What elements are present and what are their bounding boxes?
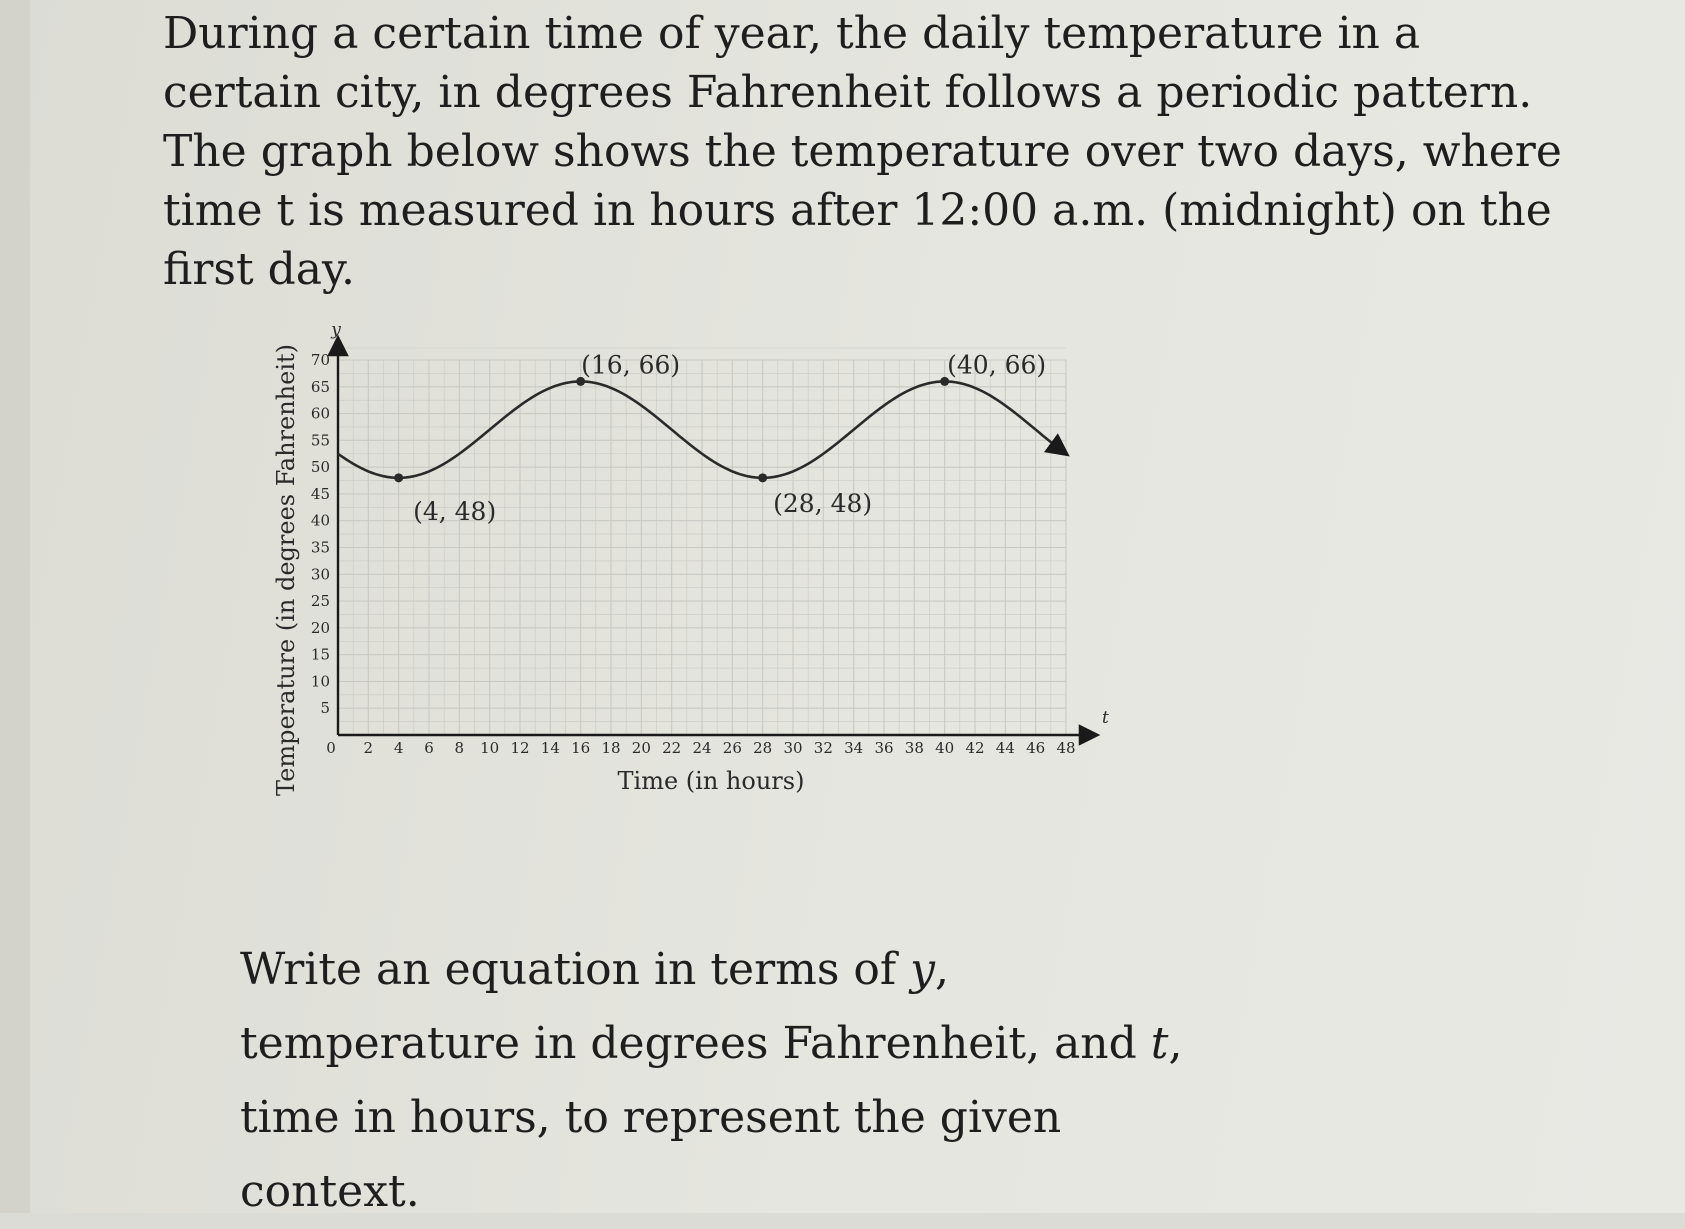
x-tick-label: 40 (935, 739, 955, 757)
y-tick-label: 40 (310, 511, 330, 530)
y-tick-label: 55 (310, 431, 330, 450)
prompt-var-y: y (910, 944, 936, 995)
data-point-label: (28, 48) (773, 488, 873, 518)
x-tick-label: 10 (480, 739, 500, 757)
x-tick-label: 28 (753, 739, 773, 757)
prompt-part-1: Write an equation in terms of (240, 944, 911, 995)
x-tick-label: 18 (601, 739, 621, 757)
x-axis-variable: t (1102, 708, 1109, 728)
prompt-var-t: t (1150, 1018, 1169, 1069)
page-margin (0, 0, 30, 1213)
y-tick-label: 45 (310, 484, 330, 503)
x-tick-label: 42 (965, 739, 985, 757)
y-tick-label: 10 (310, 672, 330, 691)
y-tick-label: 30 (310, 565, 330, 584)
x-axis-title: Time (in hours) (617, 767, 805, 795)
y-tick-label: 20 (310, 618, 330, 637)
x-tick-label: 22 (662, 739, 682, 757)
origin-label: 0 (326, 739, 336, 757)
x-tick-label: 20 (631, 739, 651, 757)
x-tick-label: 24 (692, 739, 712, 757)
x-tick-label: 48 (1056, 739, 1076, 757)
x-tick-label: 30 (783, 739, 803, 757)
x-tick-label: 34 (844, 739, 864, 757)
data-point-label: (16, 66) (581, 350, 681, 380)
data-point-label: (40, 66) (947, 350, 1047, 380)
x-tick-label: 32 (813, 739, 833, 757)
y-axis-variable: y (331, 320, 341, 340)
y-tick-label: 50 (310, 458, 330, 477)
x-tick-label: 44 (995, 739, 1015, 757)
x-tick-label: 16 (571, 739, 591, 757)
x-tick-label: 6 (424, 739, 434, 757)
y-tick-label: 15 (310, 645, 330, 664)
x-tick-label: 46 (1026, 739, 1046, 757)
equation-prompt (240, 933, 1220, 1229)
y-tick-label: 5 (320, 699, 330, 718)
x-tick-label: 2 (363, 739, 374, 757)
y-tick-label: 25 (310, 592, 330, 611)
y-tick-label: 60 (310, 404, 330, 423)
x-tick-label: 38 (904, 739, 924, 757)
y-tick-label: 65 (310, 377, 330, 396)
x-tick-label: 36 (874, 739, 894, 757)
chart-grid (338, 348, 1066, 735)
x-tick-label: 12 (510, 739, 530, 757)
temperature-chart (272, 320, 1120, 815)
chart-tick-labels (311, 351, 1076, 757)
y-axis-title: Temperature (in degrees Fahrenheit) (272, 343, 300, 797)
x-tick-label: 14 (540, 739, 560, 757)
data-point-marker (394, 473, 403, 482)
x-tick-label: 26 (722, 739, 742, 757)
question-text: During a certain time of year, the daily temperature in a certain city, in degrees Fahrenheit follows a periodic pattern. The graph below shows the temperature over two days, where time t is measured in hours after 12:00 a.m. (midnight) on the first day. (163, 8, 1562, 295)
prompt-part-2: , temperature in degrees Fahrenheit, and (240, 944, 1151, 1069)
chart-labeled-points (394, 350, 1046, 525)
x-tick-label: 8 (454, 739, 465, 757)
prompt-part-3: , time in hours, to represent the given context. (240, 1018, 1183, 1217)
y-tick-label: 35 (310, 538, 330, 557)
y-tick-label: 70 (310, 351, 330, 369)
x-tick-label: 4 (393, 739, 404, 757)
data-point-marker (758, 473, 767, 482)
data-point-label: (4, 48) (413, 496, 497, 526)
